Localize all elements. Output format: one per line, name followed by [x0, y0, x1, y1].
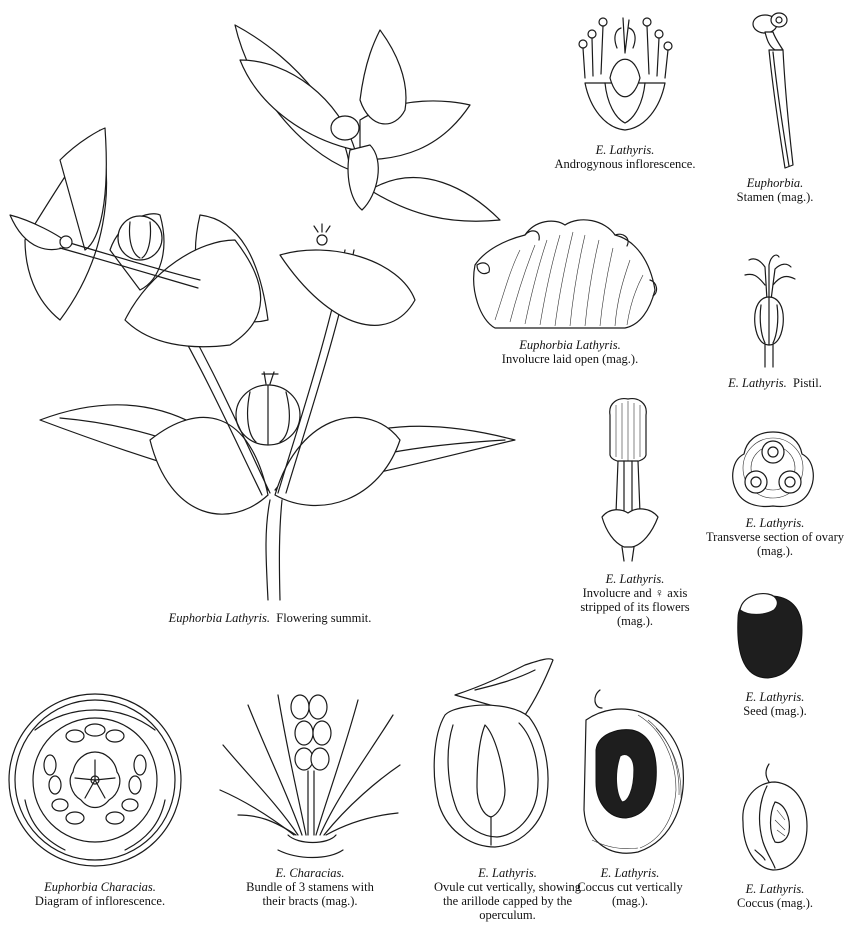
caption-desc: Diagram of inflorescence.: [34, 894, 166, 908]
pistil-drawing: [735, 245, 805, 370]
involucre-axis-drawing: [592, 395, 667, 565]
caption-desc: Flowering summit.: [276, 611, 372, 625]
caption-name: Euphorbia Lathyris.: [519, 338, 621, 352]
caption-ovule: [425, 866, 590, 922]
involucre-open-drawing: [465, 210, 660, 335]
caption-androgynous: [545, 143, 705, 171]
caption-seed: [700, 690, 850, 718]
caption-desc: Androgynous inflorescence.: [554, 157, 696, 171]
coccus-cut-drawing: [578, 690, 688, 865]
caption-stamen: [715, 176, 835, 204]
caption-desc: Transverse section of ovary (mag.).: [705, 530, 845, 558]
caption-name: Euphorbia.: [746, 176, 804, 190]
caption-desc: Stamen (mag.).: [736, 190, 814, 204]
caption-name: Euphorbia Lathyris.: [168, 611, 270, 625]
caption-desc: Coccus cut vertically (mag.).: [577, 880, 683, 908]
caption-involucre-open: [460, 338, 680, 366]
caption-name: E. Characias.: [275, 866, 345, 880]
caption-desc: Involucre laid open (mag.).: [501, 352, 639, 366]
caption-name: E. Lathyris.: [745, 690, 805, 704]
caption-bundle: [235, 866, 385, 908]
ovary-section-drawing: [728, 428, 818, 513]
caption-desc: Bundle of 3 stamens with their bracts (mag.).: [246, 880, 374, 908]
ovule-drawing: [425, 655, 565, 855]
stamen-drawing: [735, 10, 805, 175]
caption-name: E. Lathyris.: [605, 572, 665, 586]
caption-desc: Ovule cut vertically, showing the arillode capped by the operculum.: [433, 880, 582, 922]
caption-name: E. Lathyris.: [745, 516, 805, 530]
caption-desc: Involucre and ♀ axis stripped of its flowers (mag.).: [580, 586, 690, 628]
caption-name: E. Lathyris.: [478, 866, 537, 880]
caption-coccus-cut: [570, 866, 690, 908]
bundle-drawing: [218, 685, 403, 860]
caption-pistil: [700, 376, 850, 390]
coccus-drawing: [735, 762, 815, 877]
caption-coccus: [710, 882, 840, 910]
caption-desc: Coccus (mag.).: [736, 896, 814, 910]
caption-diagram: [0, 880, 200, 908]
caption-name: Euphorbia Characias.: [44, 880, 156, 894]
caption-involucre-axis: [565, 572, 705, 628]
caption-ovary-section: [700, 516, 850, 558]
seed-drawing: [728, 588, 808, 683]
caption-name: E. Lathyris.: [745, 882, 805, 896]
caption-desc: Pistil.: [793, 376, 822, 390]
caption-name: E. Lathyris.: [595, 143, 655, 157]
flowering-summit-drawing: [0, 0, 480, 610]
caption-flowering-summit: [90, 611, 450, 625]
caption-name: E. Lathyris.: [728, 376, 787, 390]
diagram-drawing: [5, 690, 185, 870]
caption-name: E. Lathyris.: [600, 866, 660, 880]
androgynous-inflorescence-drawing: [565, 8, 685, 133]
caption-desc: Seed (mag.).: [743, 704, 807, 718]
